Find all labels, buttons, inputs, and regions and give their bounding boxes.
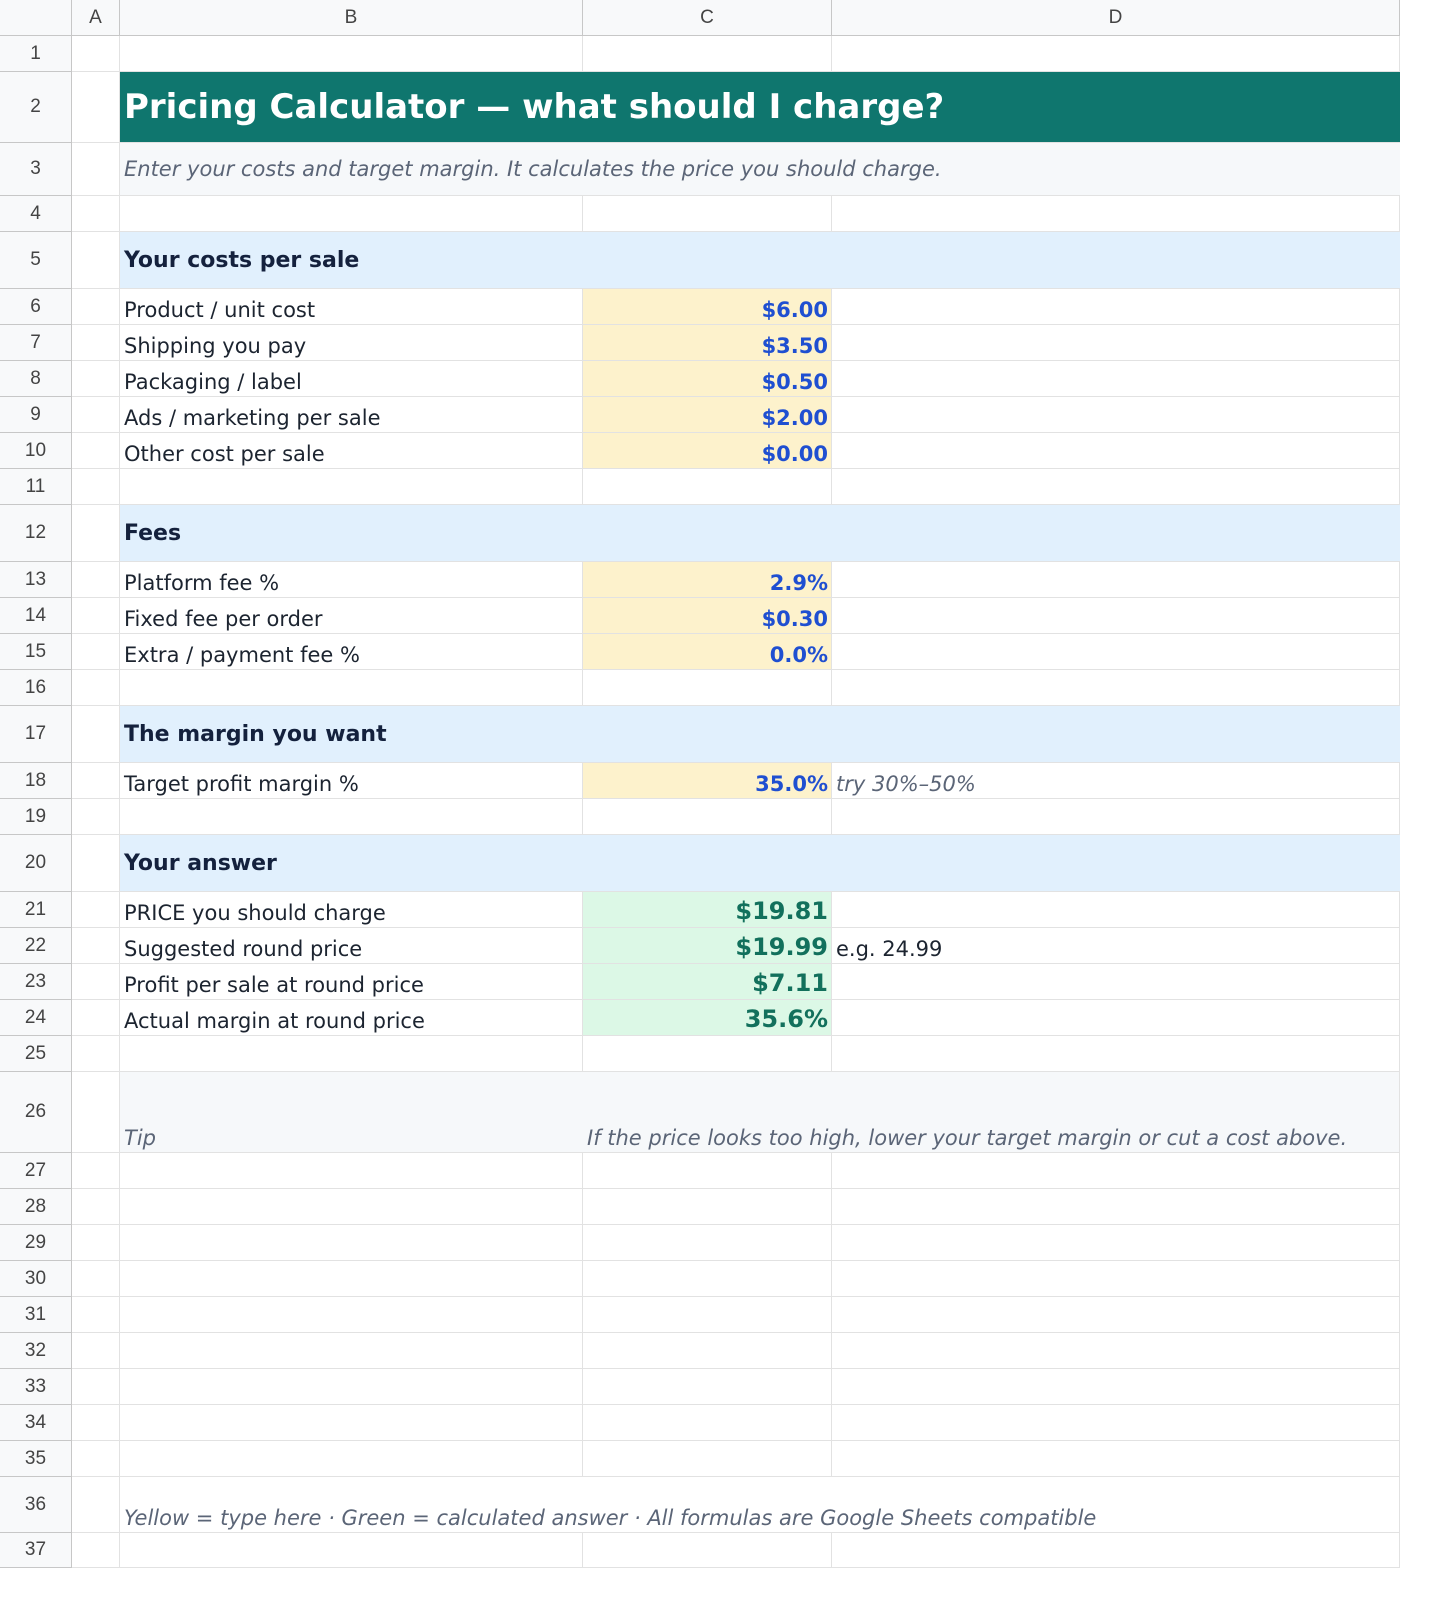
row-header-9[interactable]: 9 bbox=[0, 397, 72, 433]
cell-b31[interactable] bbox=[120, 1297, 583, 1333]
cost-label: Product / unit cost bbox=[120, 289, 583, 325]
row-header-13[interactable]: 13 bbox=[0, 562, 72, 598]
row-header-15[interactable]: 15 bbox=[0, 634, 72, 670]
cell-a20[interactable] bbox=[72, 835, 120, 892]
cell-a14[interactable] bbox=[72, 598, 120, 634]
row-header-14[interactable]: 14 bbox=[0, 598, 72, 634]
answer-value[interactable]: $19.81 bbox=[583, 892, 832, 928]
cell-a16[interactable] bbox=[72, 670, 120, 706]
cell-d6[interactable] bbox=[832, 289, 1400, 325]
row-header-26[interactable]: 26 bbox=[0, 1072, 72, 1153]
cell-a26[interactable] bbox=[72, 1072, 120, 1153]
cell-c25[interactable] bbox=[583, 1036, 832, 1072]
section-costs-header: Your costs per sale bbox=[120, 232, 1400, 289]
row-header-6[interactable]: 6 bbox=[0, 289, 72, 325]
cost-label: Shipping you pay bbox=[120, 325, 583, 361]
cell-b35[interactable] bbox=[120, 1441, 583, 1477]
margin-hint: try 30%–50% bbox=[832, 763, 1400, 799]
cell-c30[interactable] bbox=[583, 1261, 832, 1297]
fee-label: Fixed fee per order bbox=[120, 598, 583, 634]
row-header-31[interactable]: 31 bbox=[0, 1297, 72, 1333]
select-all-corner[interactable] bbox=[0, 0, 72, 36]
cell-a7[interactable] bbox=[72, 325, 120, 361]
cell-d25[interactable] bbox=[832, 1036, 1400, 1072]
cell-c32[interactable] bbox=[583, 1333, 832, 1369]
cell-c11[interactable] bbox=[583, 469, 832, 505]
row-header-10[interactable]: 10 bbox=[0, 433, 72, 469]
cell-d11[interactable] bbox=[832, 469, 1400, 505]
answer-value[interactable]: $19.99 bbox=[583, 928, 832, 964]
cell-d32[interactable] bbox=[832, 1333, 1400, 1369]
row-header-30[interactable]: 30 bbox=[0, 1261, 72, 1297]
row-header-1[interactable]: 1 bbox=[0, 36, 72, 72]
cell-a30[interactable] bbox=[72, 1261, 120, 1297]
cell-b34[interactable] bbox=[120, 1405, 583, 1441]
row-header-20[interactable]: 20 bbox=[0, 835, 72, 892]
cell-b29[interactable] bbox=[120, 1225, 583, 1261]
cell-d13[interactable] bbox=[832, 562, 1400, 598]
row-header-36[interactable]: 36 bbox=[0, 1477, 72, 1533]
cell-c28[interactable] bbox=[583, 1189, 832, 1225]
cell-a1[interactable] bbox=[72, 36, 120, 72]
cell-b33[interactable] bbox=[120, 1369, 583, 1405]
answer-label: Profit per sale at round price bbox=[120, 964, 583, 1000]
cell-b27[interactable] bbox=[120, 1153, 583, 1189]
answer-note bbox=[832, 892, 1400, 928]
cell-a9[interactable] bbox=[72, 397, 120, 433]
row-header-3[interactable]: 3 bbox=[0, 143, 72, 196]
cell-a18[interactable] bbox=[72, 763, 120, 799]
page-subtitle: Enter your costs and target margin. It calculates the price you should charge. bbox=[120, 143, 1400, 196]
row-header-7[interactable]: 7 bbox=[0, 325, 72, 361]
answer-value[interactable]: $7.11 bbox=[583, 964, 832, 1000]
page-title: Pricing Calculator — what should I charge? bbox=[120, 72, 1400, 143]
cell-c37[interactable] bbox=[583, 1533, 832, 1568]
cell-a25[interactable] bbox=[72, 1036, 120, 1072]
row-header-32[interactable]: 32 bbox=[0, 1333, 72, 1369]
cell-c29[interactable] bbox=[583, 1225, 832, 1261]
cell-d30[interactable] bbox=[832, 1261, 1400, 1297]
cell-a3[interactable] bbox=[72, 143, 120, 196]
cell-c33[interactable] bbox=[583, 1369, 832, 1405]
cell-d10[interactable] bbox=[832, 433, 1400, 469]
row-header-11[interactable]: 11 bbox=[0, 469, 72, 505]
cell-d29[interactable] bbox=[832, 1225, 1400, 1261]
cell-a17[interactable] bbox=[72, 706, 120, 763]
cell-d15[interactable] bbox=[832, 634, 1400, 670]
row-header-16[interactable]: 16 bbox=[0, 670, 72, 706]
row-header-28[interactable]: 28 bbox=[0, 1189, 72, 1225]
cell-d19[interactable] bbox=[832, 799, 1400, 835]
cell-a6[interactable] bbox=[72, 289, 120, 325]
cost-input[interactable]: $0.50 bbox=[583, 361, 832, 397]
section-fees-header: Fees bbox=[120, 505, 1400, 562]
row-header-4[interactable]: 4 bbox=[0, 196, 72, 232]
fee-label: Platform fee % bbox=[120, 562, 583, 598]
cell-d8[interactable] bbox=[832, 361, 1400, 397]
cell-d4[interactable] bbox=[832, 196, 1400, 232]
cell-d1[interactable] bbox=[832, 36, 1400, 72]
cell-a22[interactable] bbox=[72, 928, 120, 964]
cell-a24[interactable] bbox=[72, 1000, 120, 1036]
answer-value[interactable]: 35.6% bbox=[583, 1000, 832, 1036]
row-header-17[interactable]: 17 bbox=[0, 706, 72, 763]
cell-c19[interactable] bbox=[583, 799, 832, 835]
cell-a8[interactable] bbox=[72, 361, 120, 397]
column-header-b[interactable]: B bbox=[120, 0, 583, 36]
row-header-2[interactable]: 2 bbox=[0, 72, 72, 143]
cell-c35[interactable] bbox=[583, 1441, 832, 1477]
cell-a29[interactable] bbox=[72, 1225, 120, 1261]
cell-a28[interactable] bbox=[72, 1189, 120, 1225]
cell-a11[interactable] bbox=[72, 469, 120, 505]
fee-input[interactable]: $0.30 bbox=[583, 598, 832, 634]
answer-note: e.g. 24.99 bbox=[832, 928, 1400, 964]
row-header-29[interactable]: 29 bbox=[0, 1225, 72, 1261]
cell-d31[interactable] bbox=[832, 1297, 1400, 1333]
cell-a23[interactable] bbox=[72, 964, 120, 1000]
cell-d27[interactable] bbox=[832, 1153, 1400, 1189]
cell-a4[interactable] bbox=[72, 196, 120, 232]
cell-c34[interactable] bbox=[583, 1405, 832, 1441]
cell-c1[interactable] bbox=[583, 36, 832, 72]
cell-a32[interactable] bbox=[72, 1333, 120, 1369]
cell-b11[interactable] bbox=[120, 469, 583, 505]
cell-a35[interactable] bbox=[72, 1441, 120, 1477]
column-header-a[interactable]: A bbox=[72, 0, 120, 36]
cell-a36[interactable] bbox=[72, 1477, 120, 1533]
answer-note bbox=[832, 964, 1400, 1000]
cell-a13[interactable] bbox=[72, 562, 120, 598]
answer-note bbox=[832, 1000, 1400, 1036]
row-header-27[interactable]: 27 bbox=[0, 1153, 72, 1189]
cell-a37[interactable] bbox=[72, 1533, 120, 1568]
cell-b16[interactable] bbox=[120, 670, 583, 706]
cell-a5[interactable] bbox=[72, 232, 120, 289]
cost-label: Packaging / label bbox=[120, 361, 583, 397]
row-header-5[interactable]: 5 bbox=[0, 232, 72, 289]
cell-b19[interactable] bbox=[120, 799, 583, 835]
row-header-34[interactable]: 34 bbox=[0, 1405, 72, 1441]
cell-d7[interactable] bbox=[832, 325, 1400, 361]
cell-a33[interactable] bbox=[72, 1369, 120, 1405]
cell-b32[interactable] bbox=[120, 1333, 583, 1369]
cell-d9[interactable] bbox=[832, 397, 1400, 433]
row-header-18[interactable]: 18 bbox=[0, 763, 72, 799]
row-header-25[interactable]: 25 bbox=[0, 1036, 72, 1072]
row-header-24[interactable]: 24 bbox=[0, 1000, 72, 1036]
cell-a34[interactable] bbox=[72, 1405, 120, 1441]
cell-c31[interactable] bbox=[583, 1297, 832, 1333]
cost-input[interactable]: $6.00 bbox=[583, 289, 832, 325]
cell-a10[interactable] bbox=[72, 433, 120, 469]
tip-text: If the price looks too high, lower your target margin or cut a cost above. bbox=[583, 1072, 1400, 1153]
cell-b30[interactable] bbox=[120, 1261, 583, 1297]
cell-c27[interactable] bbox=[583, 1153, 832, 1189]
cell-a19[interactable] bbox=[72, 799, 120, 835]
row-header-12[interactable]: 12 bbox=[0, 505, 72, 562]
cost-label: Other cost per sale bbox=[120, 433, 583, 469]
cell-b37[interactable] bbox=[120, 1533, 583, 1568]
row-header-8[interactable]: 8 bbox=[0, 361, 72, 397]
row-header-35[interactable]: 35 bbox=[0, 1441, 72, 1477]
section-margin-header: The margin you want bbox=[120, 706, 1400, 763]
answer-label: Suggested round price bbox=[120, 928, 583, 964]
cell-d33[interactable] bbox=[832, 1369, 1400, 1405]
cell-d28[interactable] bbox=[832, 1189, 1400, 1225]
cell-a12[interactable] bbox=[72, 505, 120, 562]
cell-c16[interactable] bbox=[583, 670, 832, 706]
fee-input[interactable]: 0.0% bbox=[583, 634, 832, 670]
answer-label: PRICE you should charge bbox=[120, 892, 583, 928]
cell-a21[interactable] bbox=[72, 892, 120, 928]
footer-legend: Yellow = type here · Green = calculated answer · All formulas are Google Sheets compatible bbox=[120, 1477, 1400, 1533]
fee-label: Extra / payment fee % bbox=[120, 634, 583, 670]
cell-b25[interactable] bbox=[120, 1036, 583, 1072]
row-header-23[interactable]: 23 bbox=[0, 964, 72, 1000]
cell-a2[interactable] bbox=[72, 72, 120, 143]
cell-c4[interactable] bbox=[583, 196, 832, 232]
margin-label: Target profit margin % bbox=[120, 763, 583, 799]
cell-a31[interactable] bbox=[72, 1297, 120, 1333]
row-header-37[interactable]: 37 bbox=[0, 1533, 72, 1568]
cost-input[interactable]: $3.50 bbox=[583, 325, 832, 361]
cell-d16[interactable] bbox=[832, 670, 1400, 706]
cell-d34[interactable] bbox=[832, 1405, 1400, 1441]
cost-input[interactable]: $0.00 bbox=[583, 433, 832, 469]
cell-d14[interactable] bbox=[832, 598, 1400, 634]
cell-b28[interactable] bbox=[120, 1189, 583, 1225]
cost-input[interactable]: $2.00 bbox=[583, 397, 832, 433]
cell-d37[interactable] bbox=[832, 1533, 1400, 1568]
row-header-21[interactable]: 21 bbox=[0, 892, 72, 928]
cell-b4[interactable] bbox=[120, 196, 583, 232]
fee-input[interactable]: 2.9% bbox=[583, 562, 832, 598]
cell-d35[interactable] bbox=[832, 1441, 1400, 1477]
column-header-d[interactable]: D bbox=[832, 0, 1400, 36]
row-header-33[interactable]: 33 bbox=[0, 1369, 72, 1405]
cost-label: Ads / marketing per sale bbox=[120, 397, 583, 433]
column-header-c[interactable]: C bbox=[583, 0, 832, 36]
margin-input[interactable]: 35.0% bbox=[583, 763, 832, 799]
row-header-19[interactable]: 19 bbox=[0, 799, 72, 835]
cell-a15[interactable] bbox=[72, 634, 120, 670]
row-header-22[interactable]: 22 bbox=[0, 928, 72, 964]
answer-label: Actual margin at round price bbox=[120, 1000, 583, 1036]
cell-a27[interactable] bbox=[72, 1153, 120, 1189]
tip-label: Tip bbox=[120, 1072, 583, 1153]
section-answer-header: Your answer bbox=[120, 835, 1400, 892]
cell-b1[interactable] bbox=[120, 36, 583, 72]
